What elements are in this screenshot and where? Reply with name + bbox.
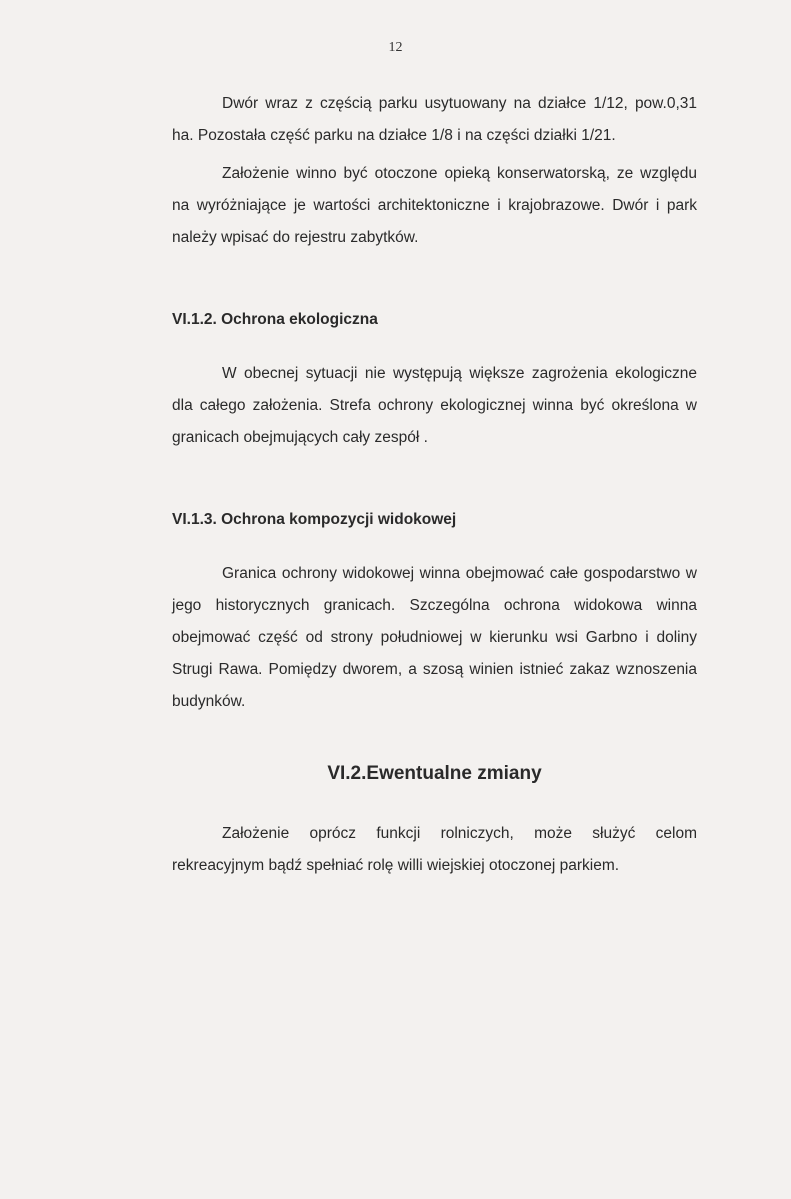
page-number: 12 <box>388 40 403 55</box>
heading-vi-1-3: VI.1.3. Ochrona kompozycji widokowej <box>172 511 457 528</box>
paragraph-possible-changes: Założenie oprócz funkcji rolniczych, może służyć celom rekreacyjnym bądź spełniać rolę willi wiejskiej otoczonej parkiem. <box>172 825 697 874</box>
paragraph-view-protection: Granica ochrony widokowej winna obejmować całe gospodarstwo w jego historycznych granicach. Szczególna ochrona widokowa winna obejmować część od strony południowej w kierunku wsi Garbno i doliny Strugi Rawa. Pomiędzy dworem, a szosą winien istnieć zakaz wznoszenia budynków. <box>172 565 697 710</box>
page-content <box>172 88 697 882</box>
paragraph-location: Dwór wraz z częścią parku usytuowany na działce 1/12, pow.0,31 ha. Pozostała część parku na działce 1/8 i na części działki 1/21. <box>172 95 697 144</box>
heading-vi-1-2: VI.1.2. Ochrona ekologiczna <box>172 311 378 328</box>
heading-vi-2: VI.2.Ewentualne zmiany <box>327 763 542 784</box>
paragraph-ecological-protection: W obecnej sytuacji nie występują większe zagrożenia ekologiczne dla całego założenia. Strefa ochrony ekologicznej winna być określona w granicach obejmujących cały zespół . <box>172 365 697 446</box>
paragraph-conservation: Założenie winno być otoczone opieką konserwatorską, ze względu na wyróżniające je wartości architektoniczne i krajobrazowe. Dwór i park należy wpisać do rejestru zabytków. <box>172 165 697 246</box>
